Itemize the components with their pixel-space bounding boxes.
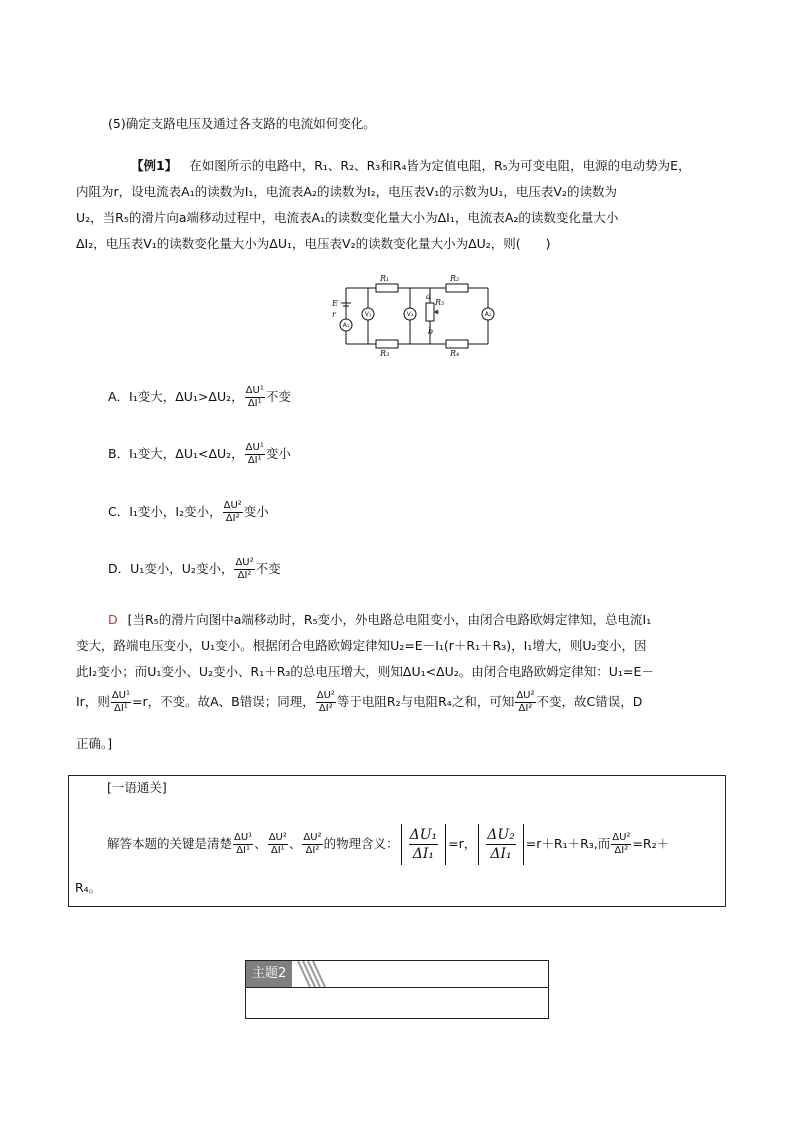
answer-letter: D [108,612,118,627]
summary-abs-1-den: ΔI₁ [412,846,434,862]
answer-fraction-1-den: ΔI¹ [114,703,128,714]
summary-f1-num: ΔU¹ [234,832,253,843]
summary-fraction-3 [302,832,322,857]
answer-line-4-d: 不变，故C错误，D [536,694,643,709]
summary-text-a: 解答本题的关键是清楚 [107,836,233,851]
label-r1: R₁ [380,274,390,283]
summary-abs-1 [401,824,447,865]
answer-fraction-3-num: ΔU² [516,690,535,701]
option-c-suffix: 变小 [243,504,269,519]
example-tag: 【例1】 [131,158,178,173]
option-c-prefix: C．I₁变小，I₂变小， [108,504,222,519]
answer-fraction-2 [316,690,336,715]
option-c-fraction [223,500,243,525]
option-b-fraction [245,442,265,467]
topic-stripes-icon [296,961,326,987]
summary-sep-2: 、 [288,836,302,851]
answer-fraction-3 [515,690,535,715]
option-d-prefix: D．U₁变小，U₂变小， [108,561,234,576]
topic-tag: 主题2 [246,961,292,987]
summary-f4-num: ΔU² [612,832,631,843]
label-r5: R₅ [435,298,445,307]
topic-header-bar [246,961,548,988]
slider-arrow [435,310,439,314]
option-d-num: ΔU² [235,557,254,568]
resistor-r3 [376,340,398,348]
answer-line-4-b: =r，不变。故A、B错误；同理， [132,694,315,709]
summary-abs-2 [478,824,524,865]
option-b-num: ΔU¹ [245,442,264,453]
answer-line-1 [108,612,651,628]
summary-eq-1: =r， [448,836,477,851]
option-d-suffix: 不变 [255,561,281,576]
topic-box [245,960,549,1019]
label-a1: A₁ [342,322,350,329]
answer-text-1: [当R₅的滑片向图中a端移动时，R₅变小，外电路总电阻变小，由闭合电路欧姆定律知，总电流I₁ [127,612,652,627]
summary-fraction-1 [233,832,253,857]
label-v1: V₁ [364,311,372,318]
answer-line-2: 变大，路端电压变小，U₁变小。根据闭合电路欧姆定律知U₂=E－I₁(r＋R₁＋R₃)，I₁增大，则U₂变小，因 [76,638,647,653]
answer-line-4-a: Ir，则 [76,694,110,709]
resistor-r4 [446,340,468,348]
label-b: b [428,327,434,336]
label-e: E [332,299,338,308]
summary-abs-1-num: ΔU₁ [409,827,438,843]
example-line-3: U₂，当R₅的滑片向a端移动过程中，电流表A₁的读数变化量大小为ΔI₁，电流表A₂的读数变化量大小 [76,210,619,225]
resistor-r1 [376,284,398,292]
summary-f3-den: ΔI² [305,845,320,856]
summary-sep-1: 、 [254,836,267,851]
option-a-suffix: 不变 [265,389,291,404]
option-b-den: ΔI¹ [247,455,262,466]
summary-box [68,775,726,907]
option-c-num: ΔU² [223,500,242,511]
option-a-num: ΔU¹ [245,385,264,396]
option-a-fraction [245,385,265,410]
answer-fraction-1 [111,690,131,715]
summary-fraction-2 [268,832,288,857]
answer-fraction-3-den: ΔI² [518,703,533,714]
option-a-prefix: A．I₁变大，ΔU₁>ΔU₂， [108,389,244,404]
label-a: a [426,292,431,301]
option-a-den: ΔI¹ [247,398,262,409]
summary-eq-2: =r＋R₁＋R₃,而 [525,836,611,851]
summary-title: [一语通关] [107,780,167,795]
summary-f2-num: ΔU² [268,832,287,843]
option-d [108,557,281,582]
summary-line-1 [107,824,669,865]
option-d-fraction [234,557,254,582]
answer-line-4 [76,690,642,715]
example-line-4: ΔI₂，电压表V₁的读数变化量大小为ΔU₁，电压表V₂的读数变化量大小为ΔU₂，则( ) [76,236,551,251]
label-r4: R₄ [450,349,460,357]
answer-fraction-2-num: ΔU² [316,690,335,701]
label-a2: A₂ [484,311,492,318]
summary-text-b: 的物理含义： [323,836,399,851]
example-line-1 [131,158,691,174]
summary-tail: R₄。 [75,880,102,895]
summary-f2-den: ΔI¹ [270,845,285,856]
summary-abs-1-fraction [409,826,439,863]
label-r3: R₃ [380,349,390,357]
summary-f3-num: ΔU² [303,832,322,843]
answer-line-3: 此I₂变小；而U₁变小、U₂变小、R₁＋R₃的总电压增大，则知ΔU₁<ΔU₂。由闭合电路欧姆定律知：U₁=E－ [76,664,654,679]
example-text-1: 在如图所示的电路中，R₁、R₂、R₃和R₄皆为定值电阻，R₅为可变电阻，电源的电动势为E， [189,158,691,173]
summary-abs-2-num: ΔU₂ [487,827,515,843]
item-5-text: (5)确定支路电压及通过各支路的电流如何变化。 [108,116,376,131]
summary-eq-3: =R₂＋ [632,836,670,851]
option-a [108,385,291,410]
resistor-r2 [446,284,468,292]
option-c [108,500,269,525]
resistor-r5 [426,303,434,321]
label-r2: R₂ [450,274,460,283]
option-c-den: ΔI² [225,513,240,524]
answer-line-4-c: 等于电阻R₂与电阻R₄之和，可知 [336,694,515,709]
summary-abs-2-fraction [486,826,516,863]
label-v2: V₂ [406,311,414,318]
circuit-diagram [326,272,496,357]
label-r: r [332,310,336,319]
answer-line-5: 正确。] [76,736,113,751]
summary-fraction-4 [611,832,631,857]
answer-fraction-2-den: ΔI² [318,703,333,714]
option-b-prefix: B．I₁变大，ΔU₁<ΔU₂， [108,446,244,461]
option-d-den: ΔI² [237,570,252,581]
option-b-suffix: 变小 [265,446,291,461]
summary-abs-2-den: ΔI₁ [490,846,512,862]
answer-fraction-1-num: ΔU¹ [111,690,130,701]
summary-f1-den: ΔI¹ [236,845,250,856]
option-b [108,442,291,467]
summary-f4-den: ΔI² [614,845,629,856]
example-line-2: 内阻为r，设电流表A₁的读数为I₁，电流表A₂的读数为I₂，电压表V₁的示数为U₁，电压表V₂的读数为 [76,184,617,199]
